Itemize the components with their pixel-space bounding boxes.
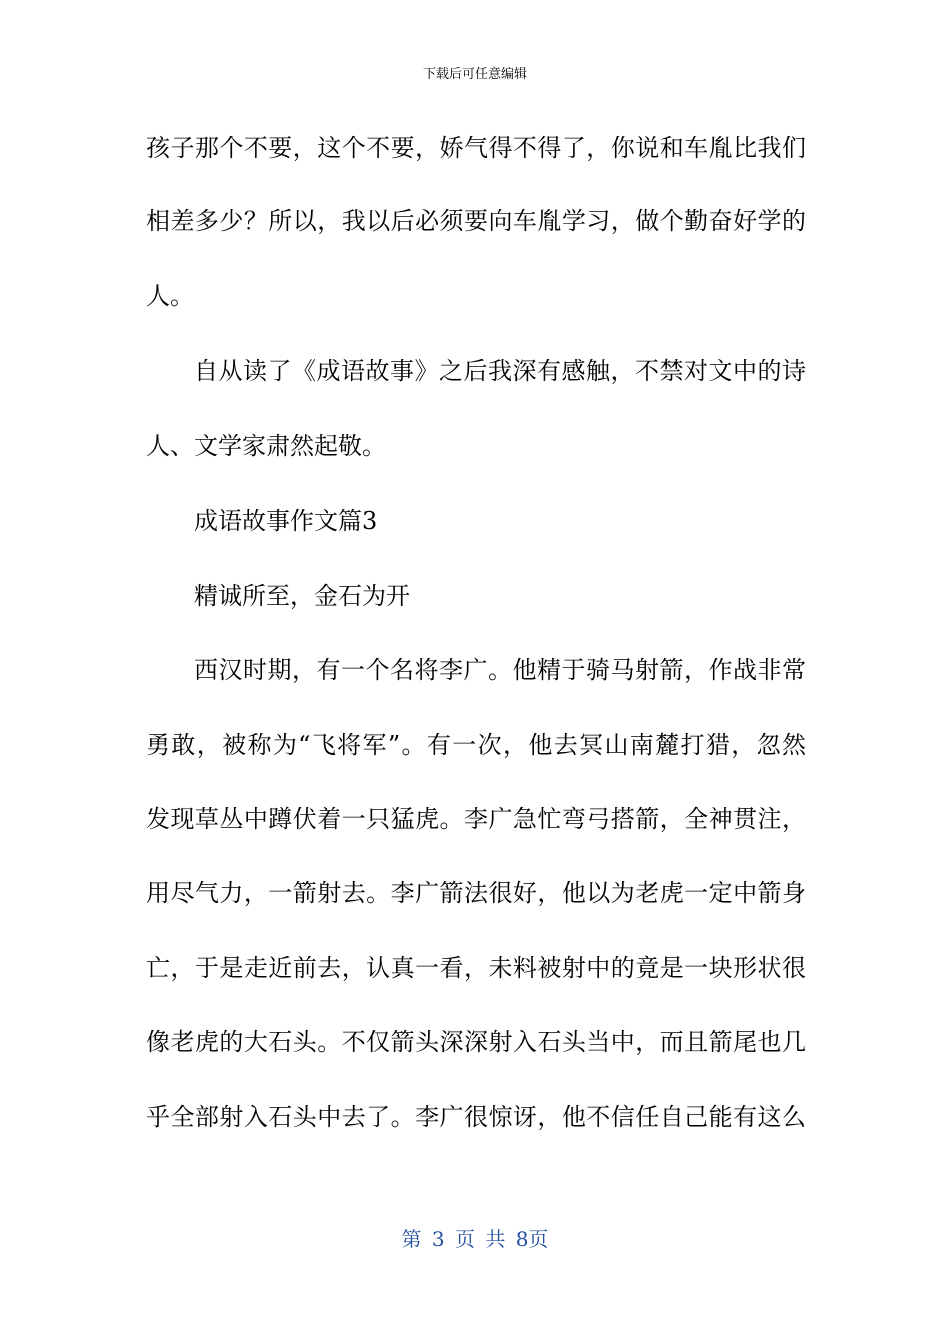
page-number: 第 3 页 共 8页 (401, 1227, 549, 1251)
body-line-2: 相差多少？所以，我以后必须要向车胤学习，做个勤奋好学的 (146, 207, 806, 235)
body-line-1: 孩子那个不要，这个不要，娇气得不得了，你说和车胤比我们 (146, 134, 806, 162)
body-line-11: 用尽气力，一箭射去。李广箭法很好，他以为老虎一定中箭身 (146, 879, 806, 907)
story-title: 精诚所至，金石为开 (194, 582, 410, 610)
body-line-9: 勇敢，被称为“飞将军”。有一次，他去冥山南麓打猎，忽然 (146, 731, 806, 759)
body-line-3: 人。 (146, 282, 194, 310)
body-line-5: 人、文学家肃然起敬。 (146, 432, 386, 460)
page-header: 下载后可任意编辑 (422, 67, 527, 82)
body-line-4: 自从读了《成语故事》之后我深有感触，不禁对文中的诗 (194, 357, 806, 385)
section-title: 成语故事作文篇3 (194, 507, 378, 535)
body-line-14: 乎全部射入石头中去了。李广很惊讶，他不信任自己能有这么 (146, 1103, 806, 1131)
body-line-12: 亡，于是走近前去，认真一看，未料被射中的竟是一块形状很 (146, 954, 806, 982)
body-line-8: 西汉时期，有一个名将李广。他精于骑马射箭，作战非常 (194, 656, 806, 684)
body-line-10: 发现草丛中蹲伏着一只猛虎。李广急忙弯弓搭箭，全神贯注， (146, 805, 806, 833)
body-line-13: 像老虎的大石头。不仅箭头深深射入石头当中，而且箭尾也几 (146, 1028, 806, 1056)
